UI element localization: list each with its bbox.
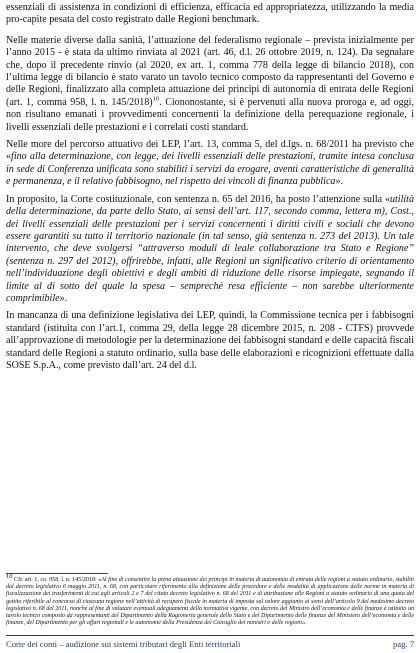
quote-text: fino alla determinazione, con legge, dei livelli essenziali delle prestazioni, tramite intesa conclusa in sede di Conferenza unificata sono stabiliti i servizi da erogare, aventi caratteristiche di generalità e permanenza, e il relativo fabbisogno, nel rispetto dei vincoli di finanza pubblica xyxy=(6,151,414,188)
paragraph-text: Nelle materie diverse dalla sanità, l’attuazione del federalismo regionale – prevista inizialmente per l’anno 2015 - è stata da ultimo rinviata al 2021 (art. 46, d.l. 26 ottobre 2019, n. 124). Da segnalare che, dopo il precedente rinvio (al 2020, ex art. 1, comma 778 della legge di bilancio 2018), con l’ultima legge di bilancio è stato varato un tavolo tecnico composto da rappresentanti del Governo e delle Regioni, finalizzato alla completa attuazione dei principi di autonomia di entrata delle Regioni (art. 1, comma 958, l. n. 145/2018) xyxy=(6,34,414,108)
paragraph-text: In proposito, la Corte costituzionale, con sentenza n. 65 del 2016, ha posto l’attenzione sulla « xyxy=(6,193,390,205)
document-page xyxy=(6,2,414,653)
footer-title: Corte dei conti – audizione sui sistemi tributari degli Enti territoriali xyxy=(6,639,241,649)
footnote-ref[interactable]: 10 xyxy=(152,95,160,103)
paragraph-ctfs xyxy=(6,310,414,372)
paragraph-text: . Ciononostante, si è pervenuti alla nuova proroga e, ad oggi, non risultano emanati i provvedimenti concernenti la definizione della perequazione regionale, i livelli essenziali delle prestazioni e i correlati costi standard. xyxy=(6,96,414,133)
footnote-lead: Cfr. art. 1, co. 958, l. n. 145/2018: « xyxy=(12,577,102,584)
paragraph-text: In mancanza di una definizione legislativa dei LEP, quindi, la Commissione tecnica per i fabbisogni standard (istituita con l’art.1, comma 29, della legge 28 dicembre 2015, n. 208 - CTFS) provvede all’approvazione di metodologie per la determinazione dei fabbisogni standard e delle capacità fiscali standard delle Regioni a statuto ordinario, sulla base delle elaborazioni e ricognizioni effettuate dalla SOSE S.p.A., come previsto dall’art. 24 del d.l. xyxy=(6,310,414,371)
paragraph-corte-costituzionale xyxy=(6,194,414,306)
paragraph-benchmark xyxy=(6,2,414,27)
footnote xyxy=(6,573,414,627)
paragraph-federalismo xyxy=(6,35,414,134)
footnote-number: 10 xyxy=(6,573,13,580)
paragraph-text: ». xyxy=(59,292,68,304)
paragraph-lep xyxy=(6,139,414,189)
page-footer xyxy=(6,635,414,650)
footnote-tail: ». xyxy=(302,620,307,627)
page-number: pag. 7 xyxy=(392,639,414,649)
footnote-quote: Al fine di consentire la piena attuazione dei principi in materia di autonomia di entrata delle regioni a statuto ordinario, stabiliti dal decreto legislativo 6 maggio 2011, n. 68, con particolare riferimento alla definizione delle procedure e delle modalità di applicazione delle norme in materia di fiscalizzazione dei trasferimenti di cui agli articoli 2 e 7 del citato decreto legislativo n. 68 del 2011 e di attribuzione alle Regioni a statuto ordinario di una quota del gettito riferibile al concorso di ciascuna regione nell’attività di recupero fiscale in materia di imposta sul valore aggiunto ai sensi dell’articolo 9 del medesimo decreto legislativo n. 68 del 2011, nonché al fine di valutare eventuali adeguamenti della normativa vigente, con decreto del Ministro dell’economia e delle finanze è istituito un tavolo tecnico composto da rappresentanti del Dipartimento della Ragioneria generale dello Stato e del Dipartimento delle finanze del Ministero dell’economia e delle finanze, del Dipartimento per gli affari regionali e le autonomie della Presidenza del Consiglio dei ministri e delle regioni xyxy=(6,577,414,627)
quote-text: utilità della determinazione, da parte dello Stato, ai sensi dell’art. 117, secondo comma, lettera m), Cost., dei livelli essenziali delle prestazioni per i servizi concernenti i diritti civili e sociali che devono essere garantiti su tutto il territorio nazionale (in tal senso, già sentenza n. 273 del 2013). Un tale intervento, che deve svolgersi “attraverso moduli di leale collaborazione tra Stato e Regione” (sentenza n. 297 del 2012), offrirebbe, infatti, alle Regioni un significativo criterio di orientamento nell’individuazione degli obiettivi e degli ambiti di riduzione delle risorse impiegate, segnando il limite al di sotto del quale la spesa – sempreché resa efficiente – non sarebbe ulteriormente comprimibile xyxy=(6,193,414,304)
paragraph-text: Nelle more del percorso attuativo dei LEP, l’art. 13, comma 5, del d.lgs. n. 68/2011 ha previsto che « xyxy=(6,139,414,163)
paragraph-text: essenziali di assistenza in condizioni di efficienza, efficacia ed appropriatezza, utilizzando la media pro-capite pesata del costo registrato dalle Regioni benchmark. xyxy=(6,2,414,26)
paragraph-text: ». xyxy=(335,176,344,188)
footnote-divider xyxy=(6,573,108,574)
